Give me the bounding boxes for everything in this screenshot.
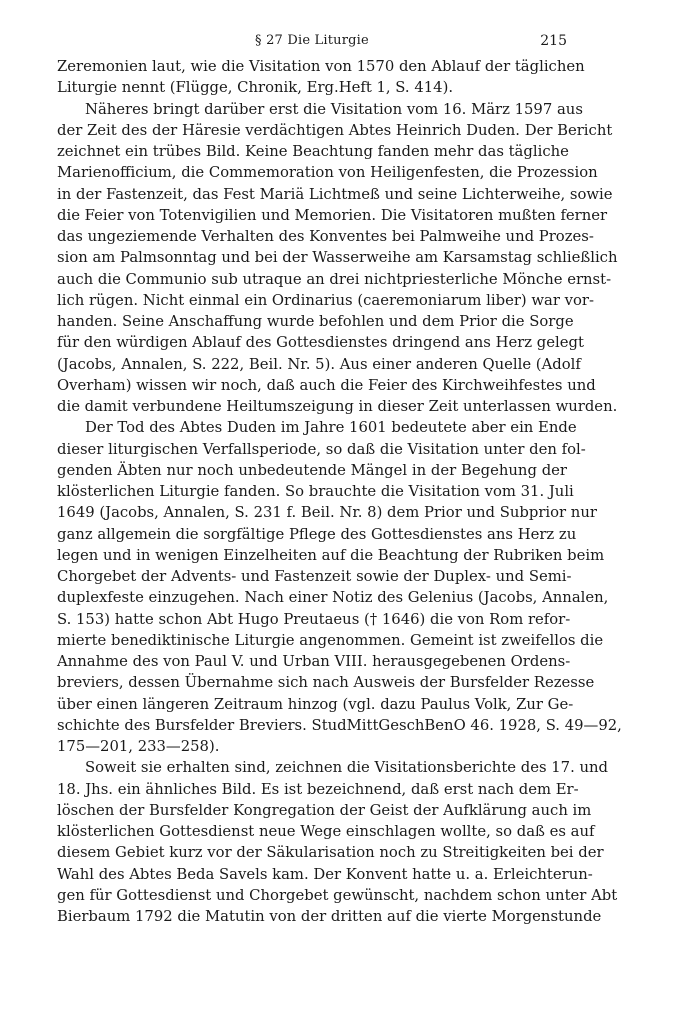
paragraph	[57, 757, 618, 927]
text-line: löschen der Bursfelder Kongregation der Geist der Aufklärung auch im	[57, 801, 592, 819]
text-line: Der Tod des Abtes Duden im Jahre 1601 bedeutete aber ein Ende	[85, 419, 577, 437]
text-line: die Feier von Totenvigilien und Memorien. Die Visitatoren mußten ferner	[57, 206, 608, 224]
text-line: Annahme des von Paul V. und Urban VIII. herausgegebenen Ordens-	[57, 653, 571, 670]
text-line: zeichnet ein trübes Bild. Keine Beachtung fanden mehr das tägliche	[57, 143, 569, 160]
text-line: duplexfeste einzugehen. Nach einer Notiz des Gelenius (Jacobs, Annalen,	[57, 589, 609, 607]
running-head	[57, 30, 567, 52]
text-line: für den würdigen Ablauf des Gottesdienstes dringend ans Herz gelegt	[57, 334, 584, 352]
body-text	[57, 56, 622, 927]
text-line: Wahl des Abtes Beda Savels kam. Der Konvent hatte u. a. Erleichterun-	[57, 865, 593, 883]
text-line: Soweit sie erhalten sind, zeichnen die Visitationsberichte des 17. und	[85, 759, 609, 777]
text-line: schichte des Bursfelder Breviers. StudMittGeschBenO 46. 1928, S. 49—92,	[57, 716, 622, 734]
book-page	[57, 30, 622, 927]
running-title: § 27 Die Liturgie	[255, 33, 369, 48]
text-line: (Jacobs, Annalen, S. 222, Beil. Nr. 5). Aus einer anderen Quelle (Adolf	[57, 355, 581, 373]
text-line: auch die Communio sub utraque an drei nichtpriesterliche Mönche ernst-	[57, 270, 612, 288]
text-line: ganz allgemein die sorgfältige Pflege des Gottesdienstes ans Herz zu	[57, 525, 577, 543]
text-line: Liturgie nennt (Flügge, Chronik, Erg.Heft 1, S. 414).	[57, 79, 454, 97]
text-line: über einen längeren Zeitraum hinzog (vgl. dazu Paulus Volk, Zur Ge-	[57, 695, 574, 713]
text-line: Bierbaum 1792 die Matutin von der dritten auf die vierte Morgenstunde	[57, 908, 602, 925]
text-line: Näheres bringt darüber erst die Visitation vom 16. März 1597 aus	[85, 100, 583, 118]
text-line: das ungeziemende Verhalten des Konventes bei Palmweihe und Prozes-	[57, 228, 594, 245]
text-line: diesem Gebiet kurz vor der Säkularisation noch zu Streitigkeiten bei der	[57, 844, 604, 862]
text-line: breviers, dessen Übernahme sich nach Ausweis der Bursfelder Rezesse	[57, 674, 595, 692]
text-line: lich rügen. Nicht einmal ein Ordinarius (caeremoniarum liber) war vor-	[57, 291, 595, 309]
text-line: die damit verbundene Heiltumszeigung in dieser Zeit unterlassen wurden.	[57, 398, 618, 415]
text-line: handen. Seine Anschaffung wurde befohlen und dem Prior die Sorge	[57, 313, 574, 330]
text-line: der Zeit des der Häresie verdächtigen Abtes Heinrich Duden. Der Bericht	[57, 121, 613, 139]
text-line: sion am Palmsonntag und bei der Wasserweihe am Karsamstag schließlich	[57, 249, 618, 267]
text-line: legen und in wenigen Einzelheiten auf die Beachtung der Rubriken beim	[57, 546, 605, 564]
paragraph	[57, 417, 622, 757]
text-line: Marienofficium, die Commemoration von Heiligenfesten, die Prozession	[57, 164, 598, 182]
text-line: in der Fastenzeit, das Fest Mariä Lichtmeß und seine Lichterweihe, sowie	[57, 185, 613, 203]
text-line: 175—201, 233—258).	[57, 738, 220, 755]
text-line: 18. Jhs. ein ähnliches Bild. Es ist bezeichnend, daß erst nach dem Er-	[57, 780, 579, 798]
text-line: 1649 (Jacobs, Annalen, S. 231 f. Beil. Nr. 8) dem Prior und Subprior nur	[57, 504, 597, 522]
text-line: genden Äbten nur noch unbedeutende Mängel in der Begehung der	[57, 461, 567, 479]
paragraph	[57, 56, 585, 99]
text-line: mierte benediktinische Liturgie angenommen. Gemeint ist zweifellos die	[57, 631, 604, 649]
paragraph	[57, 99, 618, 418]
text-line: S. 153) hatte schon Abt Hugo Preutaeus († 1646) die von Rom refor-	[57, 610, 571, 628]
text-line: dieser liturgischen Verfallsperiode, so daß die Visitation unter den fol-	[57, 440, 586, 458]
page-number: 215	[540, 33, 567, 49]
text-line: Overham) wissen wir noch, daß auch die Feier des Kirchweihfestes und	[57, 376, 596, 394]
text-line: klösterlichen Liturgie fanden. So brauchte die Visitation vom 31. Juli	[57, 483, 574, 500]
text-line: Zeremonien laut, wie die Visitation von 1570 den Ablauf der täglichen	[57, 58, 585, 75]
text-line: klösterlichen Gottesdienst neue Wege einschlagen wollte, so daß es auf	[57, 823, 595, 840]
text-line: Chorgebet der Advents- und Fastenzeit sowie der Duplex- und Semi-	[57, 568, 572, 585]
text-line: gen für Gottesdienst und Chorgebet gewünscht, nachdem schon unter Abt	[57, 886, 618, 904]
